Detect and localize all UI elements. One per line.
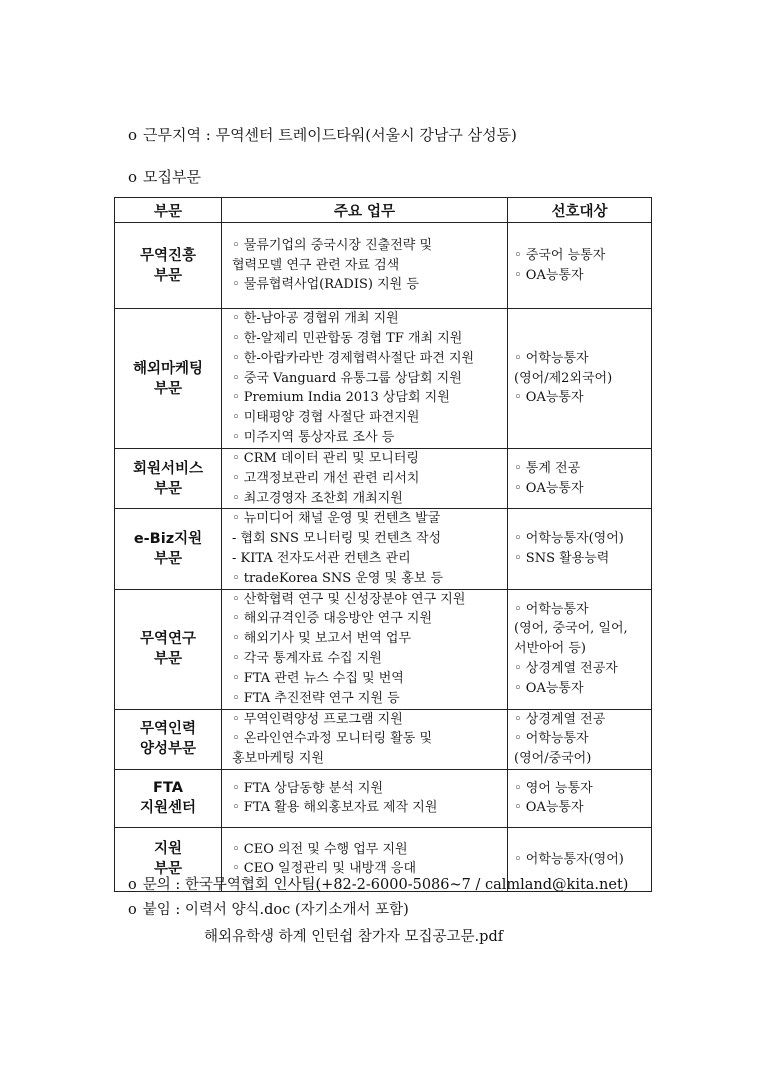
table-row <box>115 223 652 309</box>
work-location-line <box>128 124 517 145</box>
table-row <box>115 509 652 589</box>
preference-cell <box>508 309 652 449</box>
duty-item: ◦ 온라인연수과정 모니터링 활동 및 <box>232 731 433 747</box>
header-preference: 선호대상 <box>508 198 652 223</box>
dept-cell <box>115 223 222 309</box>
dept-name-line: 양성부문 <box>139 741 197 758</box>
duty-item: ◦ 물류협력사업(RADIS) 지원 등 <box>232 277 419 293</box>
duty-item: ◦ FTA 활용 해외홍보자료 제작 지원 <box>232 800 438 816</box>
preference-cell <box>508 223 652 309</box>
attachment-second-line: 해외유학생 하계 인턴쉽 참가자 모집공고문.pdf <box>204 929 504 945</box>
duty-item: 홍보마케팅 지원 <box>232 751 325 767</box>
dept-name-line: 부문 <box>153 480 182 497</box>
dept-name-line: 부문 <box>153 267 182 284</box>
preference-item: 서반아어 등) <box>514 641 586 657</box>
duty-item: ◦ 해외기사 및 보고서 번역 업무 <box>232 631 412 647</box>
bullet: o <box>128 877 137 893</box>
duty-item: ◦ CEO 의전 및 수행 업무 지원 <box>232 841 408 857</box>
work-location-text: 근무지역 : 무역센터 트레이드타워(서울시 강남구 삼성동) <box>143 126 517 144</box>
duties-cell <box>222 709 508 769</box>
recruit-section-heading <box>128 166 201 187</box>
header-dept: 부문 <box>115 198 222 223</box>
duties-cell <box>222 309 508 449</box>
duty-item: 협력모델 연구 관련 자료 검색 <box>232 257 400 273</box>
duties-cell <box>222 509 508 589</box>
duty-item: ◦ CEO 일정관리 및 내방객 응대 <box>232 861 417 877</box>
preference-item: ◦ 영어 능통자 <box>514 780 593 796</box>
duty-item: ◦ Premium India 2013 상담회 지원 <box>232 390 450 406</box>
duty-item: ◦ 중국 Vanguard 유통그룹 상담회 지원 <box>232 370 462 386</box>
dept-cell <box>115 769 222 827</box>
attachment-text: 붙임 : 이력서 양식.doc (자기소개서 포함) <box>142 902 409 918</box>
contact-text: 문의 : 한국무역협회 인사팀(+82-2-6000-5086~7 / calmland@kita.net) <box>142 877 629 893</box>
attachment-line <box>128 898 409 919</box>
dept-name-line: 지원 <box>153 841 182 858</box>
preference-item: ◦ OA능통자 <box>514 267 584 283</box>
dept-cell <box>115 309 222 449</box>
dept-name-line: 해외마케팅 <box>132 360 204 377</box>
duty-item: - 협회 SNS 모니터링 및 컨텐츠 작성 <box>232 531 442 547</box>
preference-item: ◦ 어학능통자(영어) <box>514 531 624 547</box>
dept-cell <box>115 709 222 769</box>
table-row <box>115 769 652 827</box>
duty-item: ◦ tradeKorea SNS 운영 및 홍보 등 <box>232 570 444 586</box>
preference-item: ◦ 상경계열 전공 <box>514 711 606 727</box>
preference-item: ◦ SNS 활용능력 <box>514 550 610 566</box>
preference-cell <box>508 709 652 769</box>
table-row <box>115 309 652 449</box>
duty-item: ◦ 각국 통계자료 수집 지원 <box>232 651 382 667</box>
dept-name-line: 부문 <box>153 861 182 878</box>
preference-item: ◦ 어학능통자(영어) <box>514 851 624 867</box>
dept-cell <box>115 449 222 509</box>
duty-item: ◦ 미태평양 경협 사절단 파견지원 <box>232 410 420 426</box>
duty-item: - KITA 전자도서관 컨텐츠 관리 <box>232 550 411 566</box>
bullet: o <box>128 168 138 186</box>
header-duties: 주요 업무 <box>222 198 508 223</box>
preference-item: (영어, 중국어, 일어, <box>514 621 628 637</box>
bullet: o <box>128 902 137 918</box>
duty-item: ◦ 산학협력 연구 및 신성장분야 연구 지원 <box>232 591 466 607</box>
duties-cell <box>222 223 508 309</box>
preference-item: ◦ OA능통자 <box>514 800 584 816</box>
table-row <box>115 449 652 509</box>
dept-name-line: 지원센터 <box>139 800 197 817</box>
dept-cell <box>115 589 222 709</box>
duty-item: ◦ FTA 추진전략 연구 지원 등 <box>232 690 400 706</box>
preference-item: ◦ 통계 전공 <box>514 460 581 476</box>
duty-item: ◦ 한-아랍카라반 경제협력사절단 파견 지원 <box>232 350 475 366</box>
duty-item: ◦ 무역인력양성 프로그램 지원 <box>232 711 403 727</box>
preference-cell <box>508 449 652 509</box>
duties-cell <box>222 769 508 827</box>
dept-name-line: 무역연구 <box>139 631 197 648</box>
duties-cell <box>222 589 508 709</box>
duty-item: ◦ 최고경영자 조찬회 개최지원 <box>232 490 403 506</box>
dept-name-line: 회원서비스 <box>132 460 204 477</box>
duty-item: ◦ 한-남아공 경협위 개최 지원 <box>232 311 399 327</box>
duty-item: ◦ 뉴미디어 채널 운영 및 컨텐츠 발굴 <box>232 511 441 527</box>
preference-item: (영어/제2외국어) <box>514 370 613 386</box>
recruit-section-text: 모집부문 <box>143 168 201 186</box>
preference-item: ◦ 어학능통자 <box>514 731 589 747</box>
bullet: o <box>128 126 138 144</box>
preference-item: ◦ 어학능통자 <box>514 350 589 366</box>
duties-cell <box>222 449 508 509</box>
dept-name-line: 무역진흥 <box>139 247 197 264</box>
duty-item: ◦ 미주지역 통상자료 조사 등 <box>232 429 395 445</box>
preference-item: ◦ 어학능통자 <box>514 601 589 617</box>
preference-item: (영어/중국어) <box>514 751 592 767</box>
contact-line <box>128 873 628 894</box>
preference-cell <box>508 769 652 827</box>
recruitment-table <box>114 197 652 892</box>
dept-cell <box>115 509 222 589</box>
preference-cell <box>508 589 652 709</box>
dept-name-line: 부문 <box>153 651 182 668</box>
table-row <box>115 589 652 709</box>
dept-name-line: e-Biz지원 <box>133 530 203 547</box>
duty-item: ◦ FTA 상담동향 분석 지원 <box>232 780 384 796</box>
duty-item: ◦ 한-알제리 민관합동 경협 TF 개최 지원 <box>232 331 463 346</box>
preference-item: ◦ OA능통자 <box>514 390 584 406</box>
table-header-row <box>115 198 652 223</box>
preference-item: ◦ 중국어 능통자 <box>514 247 606 263</box>
duty-item: ◦ CRM 데이터 관리 및 모니터링 <box>232 451 419 466</box>
duty-item: ◦ 물류기업의 중국시장 진출전략 및 <box>232 237 433 253</box>
duty-item: ◦ 고객정보관리 개선 관련 리서치 <box>232 470 420 486</box>
table-row <box>115 709 652 769</box>
dept-name-line: 부문 <box>153 380 182 397</box>
duty-item: ◦ FTA 관련 뉴스 수집 및 번역 <box>232 670 404 686</box>
dept-name-line: FTA <box>153 780 183 797</box>
preference-item: ◦ OA능통자 <box>514 680 584 696</box>
preference-item: ◦ OA능통자 <box>514 480 584 496</box>
duty-item: ◦ 해외규격인증 대응방안 연구 지원 <box>232 611 433 627</box>
preference-item: ◦ 상경계열 전공자 <box>514 660 618 676</box>
dept-name-line: 무역인력 <box>139 721 197 738</box>
preference-cell <box>508 509 652 589</box>
dept-name-line: 부문 <box>153 550 182 567</box>
